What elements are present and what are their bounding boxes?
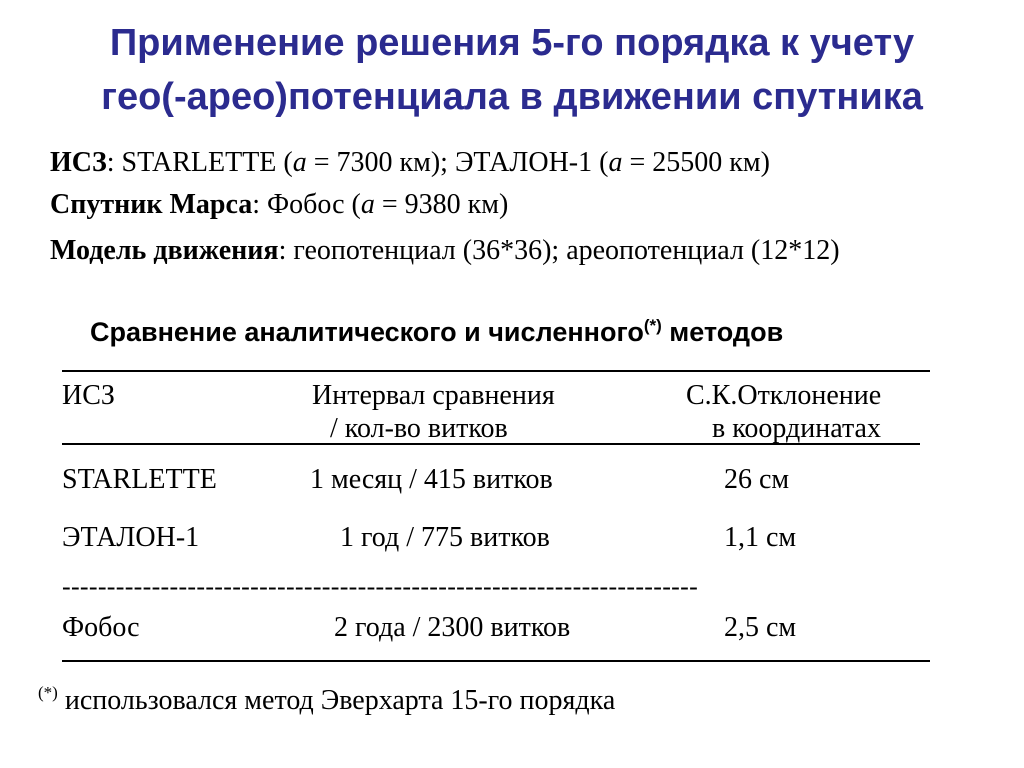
row-phobos-name: Фобос — [62, 612, 140, 643]
caption-text: Сравнение аналитического и численного — [90, 317, 644, 347]
row-etalon-deviation: 1,1 см — [724, 522, 797, 553]
isz-text-a: : STARLETTE ( — [106, 147, 293, 178]
page-title-line-2: гео(-арео)потенциала в движении спутника — [101, 76, 923, 118]
dashed-separator: ----------------------------------------------------------------------- — [62, 572, 699, 601]
page-title-line-1: Применение решения 5-го порядка к учету — [109, 22, 915, 64]
row-starlette-name: STARLETTE — [62, 464, 217, 495]
row-phobos-deviation: 2,5 см — [724, 612, 797, 643]
model-label: Модель движения — [50, 235, 279, 266]
isz-info-line — [50, 146, 770, 180]
mars-text-a: : Фобос ( — [252, 189, 361, 220]
row-phobos-interval: 2 года / 2300 витков — [334, 612, 571, 643]
table-caption — [90, 316, 783, 348]
caption-footnote-mark: (*) — [643, 316, 662, 335]
mars-info-line — [50, 188, 508, 222]
header-col-interval-line-2: / кол-во витков — [330, 413, 508, 444]
isz-label: ИСЗ — [50, 147, 107, 178]
header-col-deviation-line-1: С.К.Отклонение — [686, 380, 882, 411]
mars-label: Спутник Марса — [50, 189, 253, 220]
model-info-line — [50, 234, 840, 268]
model-text: : геопотенциал (36*36); ареопотенциал (12*12) — [278, 235, 840, 266]
header-col-isz: ИСЗ — [62, 380, 115, 411]
row-etalon-interval: 1 год / 775 витков — [340, 522, 550, 553]
a-symbol: a — [360, 189, 375, 220]
table-bottom-rule — [62, 660, 930, 662]
row-starlette-deviation: 26 см — [724, 464, 790, 495]
a-symbol: a — [608, 147, 623, 178]
row-starlette-interval: 1 месяц / 415 витков — [310, 464, 553, 495]
header-bottom-rule — [62, 443, 920, 445]
table-top-rule — [62, 370, 930, 372]
mars-text-b: = 9380 км) — [374, 189, 509, 220]
footnote-mark: (*) — [38, 683, 58, 702]
a-symbol: a — [292, 147, 307, 178]
isz-text-b: = 7300 км); ЭТАЛОН-1 ( — [306, 147, 609, 178]
caption-end: методов — [661, 317, 784, 347]
header-col-deviation-line-2: в координатах — [712, 413, 881, 444]
header-col-interval-line-1: Интервал сравнения — [312, 380, 555, 411]
row-etalon-name: ЭТАЛОН-1 — [62, 522, 200, 553]
isz-text-c: = 25500 км) — [622, 147, 770, 178]
footnote — [38, 684, 615, 718]
footnote-text: использовался метод Эверхарта 15-го порядка — [57, 685, 616, 716]
